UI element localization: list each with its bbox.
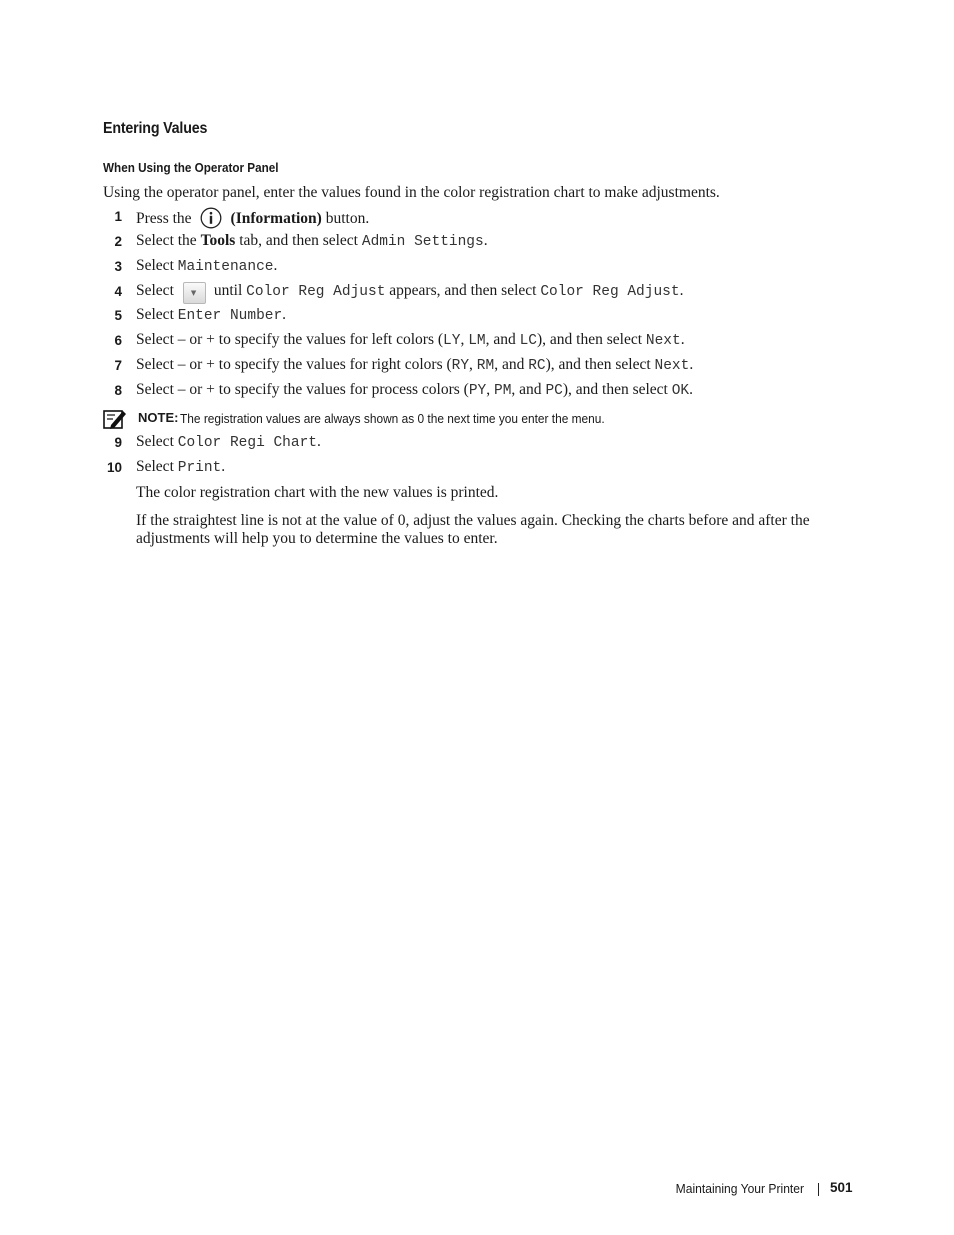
step-text: . [689,356,694,373]
separator-text: , and [494,356,529,373]
separator-text: , [460,331,469,348]
footer-divider [818,1183,819,1196]
color-code: LC [519,333,538,349]
step-number: 9 [114,435,122,450]
color-code: PY [468,383,487,399]
menu-item-code: OK [671,383,690,399]
step-text: ), and then select [562,381,672,398]
step-number: 10 [106,460,122,475]
menu-item-code: Color Regi Chart [177,435,317,451]
footer-section-title: Maintaining Your Printer [675,1181,804,1196]
menu-item-code: Next [645,333,681,349]
step-text: Select [136,306,178,323]
step-text: ), and then select [537,331,646,348]
menu-item-code: Print [177,460,222,476]
menu-item-code: Color Reg Adjust [540,284,680,300]
step-text: . [679,282,684,299]
separator-text: , [469,356,477,373]
step-text: . [282,306,287,323]
information-label: (Information) [230,210,322,227]
color-code: LY [443,333,461,349]
color-code: PC [545,383,563,399]
separator-text: , [486,381,495,398]
color-code: RC [528,358,546,374]
step-text: Select – or + to specify the values for right colors ( [136,356,452,373]
step-text: button. [321,210,370,227]
down-arrow-button-icon: ▼ [183,282,206,304]
step-number: 2 [114,234,122,249]
menu-item-code: Maintenance [177,259,274,275]
color-code: LM [468,333,486,349]
step-text: Select [136,433,178,450]
information-icon [200,207,222,229]
step-text: . [680,331,685,348]
page-number: 501 [830,1180,853,1195]
step-text: . [316,433,321,450]
note-text: The registration values are always shown as 0 the next time you enter the menu. [180,411,605,426]
step-text: Select the [136,232,201,249]
menu-item-code: Enter Number [177,308,283,324]
step-text: . [689,381,694,398]
step-text: Select [136,458,178,475]
step-text: Select – or + to specify the values for process colors ( [136,381,469,398]
step-number: 6 [114,333,122,348]
menu-item-code: Next [654,358,690,374]
step-number: 8 [114,383,122,398]
pencil-note-icon [103,409,127,431]
color-code: RM [476,358,495,374]
section-title: Entering Values [103,120,208,137]
step-number: 5 [114,308,122,323]
adjustment-paragraph: If the straightest line is not at the value of 0, adjust the values again. Checking the charts before and after the adjustments will help you to determine the values to enter. [136,512,810,547]
separator-text: , and [485,331,520,348]
step-text: Select – or + to specify the values for left colors ( [136,331,444,348]
step-text: Select [136,257,178,274]
separator-text: , and [511,381,546,398]
step-text: appears, and then select [385,282,541,299]
menu-item-code: Color Reg Adjust [246,284,386,300]
subsection-title: When Using the Operator Panel [103,160,279,175]
step-text: Press the [136,210,192,227]
step-text: . [221,458,226,475]
step-text: . [483,232,488,249]
step-number: 1 [114,209,122,224]
note-label: NOTE: [138,410,179,425]
result-paragraph: The color registration chart with the new values is printed. [136,484,499,501]
step-number: 3 [114,259,122,274]
color-code: PM [494,383,512,399]
step-text: . [273,257,278,274]
intro-paragraph: Using the operator panel, enter the values found in the color registration chart to make adjustments. [103,184,720,201]
step-text: ), and then select [545,356,655,373]
tools-tab-label: Tools [200,232,236,249]
color-code: RY [451,358,470,374]
step-number: 7 [114,358,122,373]
step-number: 4 [114,284,122,299]
step-text: until [213,282,247,299]
step-text: Select [136,282,174,299]
step-text: tab, and then select [235,232,362,249]
menu-item-code: Admin Settings [361,234,484,250]
